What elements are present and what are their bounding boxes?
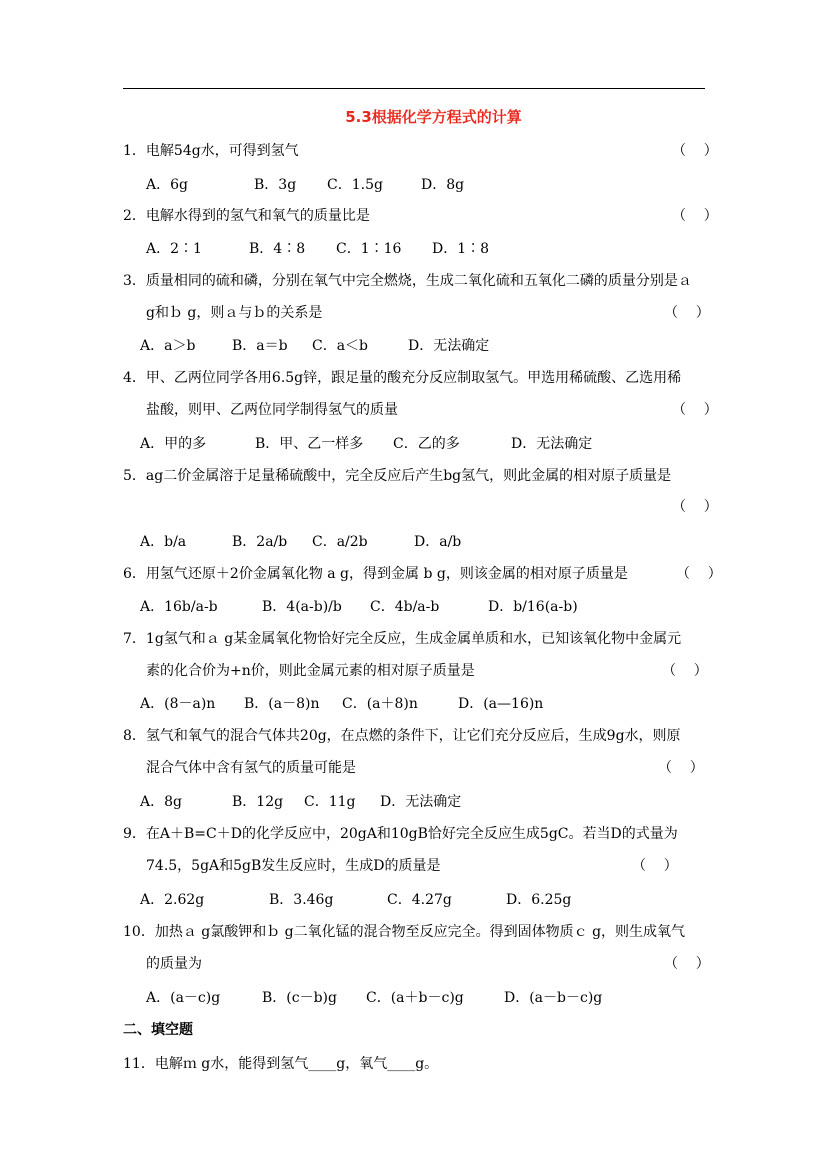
option-c: C．a＜b	[312, 338, 369, 354]
options-10	[146, 987, 602, 1007]
option-b: B．3g	[254, 177, 297, 193]
option-a: A．b/a	[140, 534, 187, 550]
option-d: D．6.25g	[506, 892, 572, 908]
option-d: D．(a－b－c)g	[504, 990, 603, 1006]
answer-paren-5: （ ）	[672, 499, 718, 515]
question-5-text: 5．ag二价金属溶于足量稀硫酸中，完全反应后产生bg氢气，则此金属的相对原子质量是	[123, 468, 672, 484]
option-b: B．12g	[232, 794, 284, 810]
question-4-text-cont: 盐酸，则甲、乙两位同学制得氢气的质量	[146, 402, 398, 418]
option-a: A．16b/a-b	[140, 599, 218, 615]
answer-paren-1: （ ）	[672, 143, 718, 159]
page-title: 5.3根据化学方程式的计算	[345, 108, 522, 126]
option-b: B．a＝b	[232, 338, 288, 354]
options-7	[140, 693, 543, 713]
question-9-text-cont: 74.5，5gA和5gB发生反应时，生成D的质量是	[146, 858, 441, 874]
answer-paren-2: （ ）	[672, 208, 718, 224]
options-6	[140, 596, 578, 616]
options-4	[140, 433, 592, 453]
option-c: C．乙的多	[393, 436, 460, 452]
question-2-text: 2．电解水得到的氢气和氧气的质量比是	[123, 208, 370, 224]
option-b: B．甲、乙一样多	[255, 436, 364, 452]
option-b: B．(a－8)n	[244, 696, 320, 712]
option-c: C．1.5g	[327, 177, 383, 193]
options-3	[140, 335, 489, 355]
option-a: A．8g	[140, 794, 182, 810]
answer-paren-10: （ ）	[664, 956, 710, 972]
options-5	[140, 531, 461, 551]
question-3-text-cont: g和ｂ g，则ａ与ｂ的关系是	[146, 305, 323, 321]
answer-paren-6: （ ）	[676, 566, 722, 582]
option-c: C．(a＋8)n	[342, 696, 418, 712]
option-b: B．3.46g	[269, 892, 334, 908]
option-b: B．4(a-b)/b	[262, 599, 342, 615]
option-c: C．4b/a-b	[370, 599, 440, 615]
options-9	[140, 889, 571, 909]
option-a: A．甲的多	[140, 436, 207, 452]
option-d: D．1∶8	[432, 241, 490, 257]
option-a: A．(8－a)n	[140, 696, 216, 712]
option-a: A．(a－c)g	[146, 990, 221, 1006]
question-8-text: 8．氢气和氧气的混合气体共20g，在点燃的条件下，让它们充分反应后，生成9g水，则原	[123, 728, 681, 744]
answer-paren-3: （ ）	[664, 305, 710, 321]
option-d: D．无法确定	[380, 794, 462, 810]
option-c: C．1∶16	[336, 241, 402, 257]
question-4-text: 4．甲、乙两位同学各用6.5g锌，跟足量的酸充分反应制取氢气。甲选用稀硫酸、乙选用稀	[123, 370, 682, 386]
option-a: A．2∶1	[146, 241, 202, 257]
option-b: B．(c－b)g	[262, 990, 337, 1006]
options-8	[140, 791, 461, 811]
question-1-text: 1．电解54g水，可得到氢气	[123, 143, 299, 159]
header-rule	[123, 88, 705, 89]
question-11-text: 11．电解ｍ g水，能得到氢气____g，氧气____g。	[123, 1056, 439, 1072]
question-3-text: 3．质量相同的硫和磷，分别在氧气中完全燃烧，生成二氧化硫和五氧化二磷的质量分别是ａ	[123, 273, 692, 289]
option-d: D．(a—16)n	[458, 696, 544, 712]
option-c: C．(a＋b－c)g	[366, 990, 464, 1006]
option-b: B．4∶8	[249, 241, 306, 257]
question-8-text-cont: 混合气体中含有氢气的质量可能是	[146, 760, 356, 776]
question-6-text: 6．用氢气还原＋2价金属氧化物 a g，得到金属 b g，则该金属的相对原子质量是	[123, 566, 628, 582]
option-b: B．2a/b	[232, 534, 288, 550]
option-c: C．11g	[304, 794, 356, 810]
options-1	[146, 174, 464, 194]
answer-paren-4: （ ）	[672, 402, 718, 418]
answer-paren-8: （ ）	[658, 760, 704, 776]
option-d: D．无法确定	[511, 436, 593, 452]
option-c: C．4.27g	[387, 892, 452, 908]
option-a: A．6g	[146, 177, 188, 193]
option-d: D．a/b	[414, 534, 462, 550]
question-9-text: 9．在A＋B=C＋D的化学反应中，20gA和10gB恰好完全反应生成5gC。若当D的式量为	[123, 826, 678, 842]
question-7-text-cont: 素的化合价为+n价，则此金属元素的相对原子质量是	[146, 663, 475, 679]
option-c: C．a/2b	[312, 534, 368, 550]
question-10-text: 10．加热ａ g氯酸钾和ｂ g二氧化锰的混合物至反应完全。得到固体物质ｃ g，则生成氧气	[123, 924, 686, 940]
option-a: A．2.62g	[140, 892, 205, 908]
options-2	[146, 238, 489, 258]
answer-paren-7: （ ）	[662, 663, 708, 679]
option-d: D．8g	[421, 177, 465, 193]
question-7-text: 7．1g氢气和ａ g某金属氧化物恰好完全反应，生成金属单质和水，已知该氧化物中金属元	[123, 631, 682, 647]
answer-paren-9: （ ）	[632, 858, 678, 874]
section-heading-fill-in: 二、填空题	[123, 1022, 193, 1038]
option-d: D．b/16(a-b)	[488, 599, 578, 615]
question-10-text-cont: 的质量为	[146, 956, 202, 972]
option-a: A．a＞b	[140, 338, 196, 354]
option-d: D．无法确定	[408, 338, 490, 354]
